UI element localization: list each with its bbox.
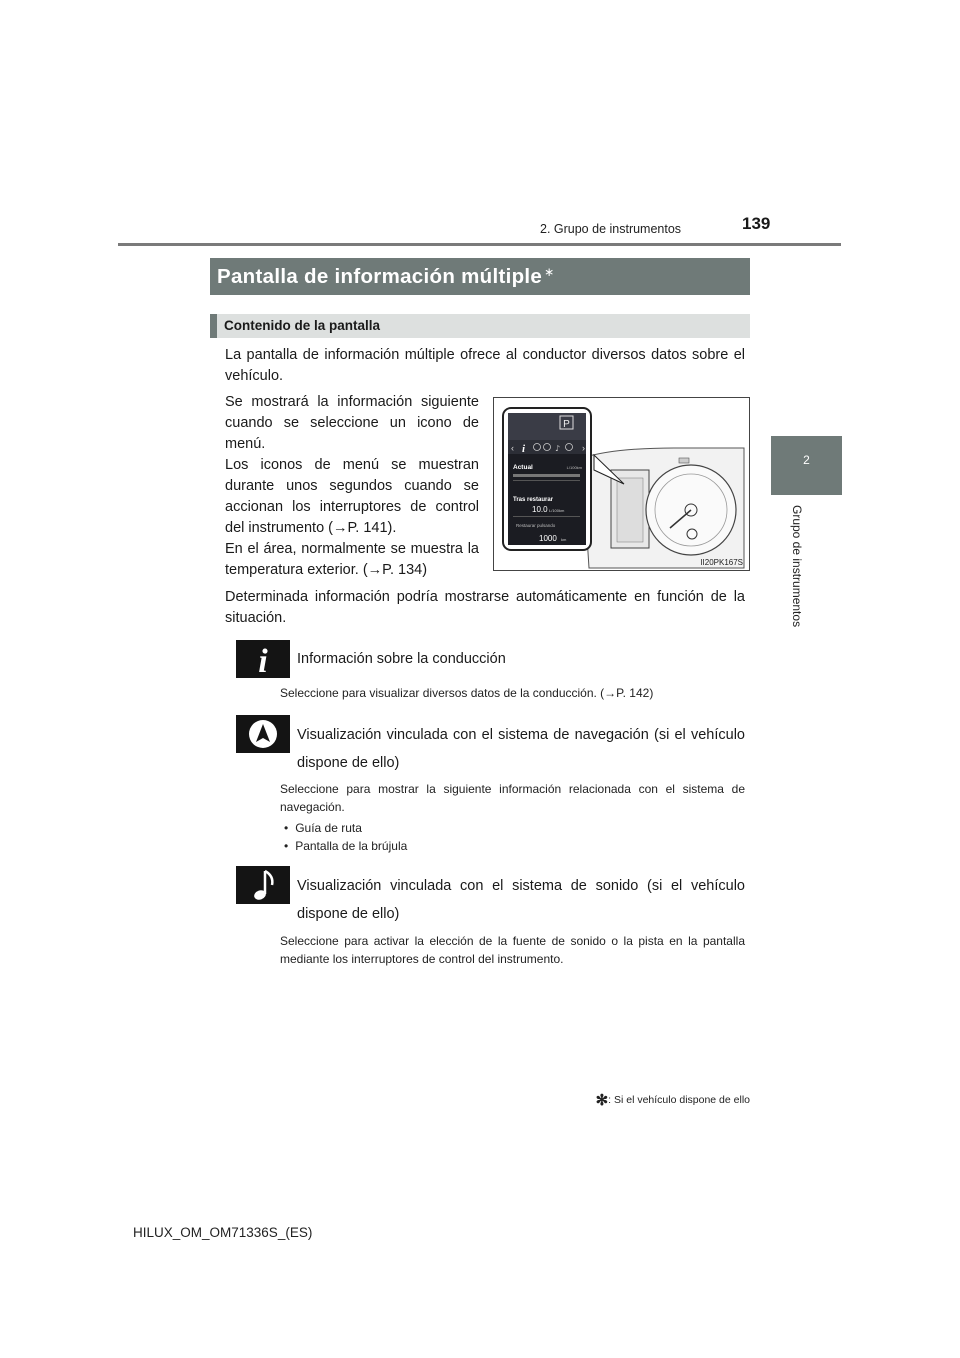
figure-code: II20PK167S xyxy=(700,558,743,567)
item-title-navigation: Visualización vinculada con el sistema de navegación (si el vehículo dispone de ello) xyxy=(297,727,745,771)
screen-distance: 1000 xyxy=(539,534,557,543)
svg-text:♪: ♪ xyxy=(555,444,561,453)
page-title-text: Pantalla de información múltiple xyxy=(217,265,543,288)
item-desc-driving-info: Seleccione para visualizar diversos datos de la conducción. (→P. 142) xyxy=(280,686,654,700)
screen-restore-label: Restaurar pulsando xyxy=(516,523,556,528)
figure-side-text xyxy=(225,392,479,581)
svg-text:›: › xyxy=(582,443,585,453)
screen-tras-value: 10.0 xyxy=(532,505,548,514)
optional-marker: ∗ xyxy=(544,265,555,279)
asterisk-icon: ✻ xyxy=(595,1092,609,1109)
screen-actual-label: Actual xyxy=(513,464,533,471)
screen-tras-unit: L/100km xyxy=(549,508,565,513)
page-title xyxy=(210,258,750,295)
figure-text-2: Los iconos de menú se muestran durante unos segundos cuando se accionan los interruptores de control del instrumento (→P. 141). xyxy=(225,457,479,536)
item-title-driving-info: Información sobre la conducción xyxy=(297,651,506,667)
section-title: 2. Grupo de instrumentos xyxy=(540,222,682,236)
list-item: • Pantalla de la brújula xyxy=(284,837,724,855)
figure-text-1: Se mostrará la información siguiente cuando se seleccione un icono de menú. xyxy=(225,394,479,452)
footnote-text: : Si el vehículo dispone de ello xyxy=(608,1094,750,1106)
chapter-number: 2 xyxy=(803,453,810,467)
music-note-icon xyxy=(236,866,290,904)
navigation-icon xyxy=(236,715,290,753)
svg-text:i: i xyxy=(522,443,526,455)
screen-tras-label: Tras restaurar xyxy=(513,497,554,503)
navigation-info-list xyxy=(284,819,724,855)
svg-text:‹: ‹ xyxy=(511,443,514,453)
instrument-cluster-figure xyxy=(493,397,750,571)
situation-paragraph: Determinada información podría mostrarse automáticamente en función de la situación. xyxy=(225,589,745,626)
screen-distance-unit: km xyxy=(561,537,567,542)
cluster-illustration xyxy=(494,398,749,570)
chapter-label: Grupo de instrumentos xyxy=(790,505,804,628)
document-code: HILUX_OM_OM71336S_(ES) xyxy=(133,1225,313,1240)
subheading: Contenido de la pantalla xyxy=(210,314,750,338)
page-number: 139 xyxy=(742,214,771,233)
intro-paragraph: La pantalla de información múltiple ofrece al conductor diversos datos sobre el vehículo. xyxy=(225,347,745,384)
footnote xyxy=(596,1089,750,1107)
item-desc-audio: Seleccione para activar la elección de la fuente de sonido o la pista en la pantalla mediante los interruptores de control del instrumento. xyxy=(280,934,745,966)
svg-text:i: i xyxy=(258,643,268,678)
item-desc-navigation: Seleccione para mostrar la siguiente información relacionada con el sistema de navegación. xyxy=(280,782,745,814)
item-title-audio: Visualización vinculada con el sistema de sonido (si el vehículo dispone de ello) xyxy=(297,878,745,922)
info-icon xyxy=(236,640,290,678)
list-item: • Guía de ruta xyxy=(284,819,724,837)
header-divider xyxy=(118,243,841,246)
gear-indicator: P xyxy=(563,419,570,430)
figure-text-3: En el área, normalmente se muestra la temperatura exterior. (→P. 134) xyxy=(225,541,479,578)
screen-actual-unit: L/100km xyxy=(566,465,582,470)
